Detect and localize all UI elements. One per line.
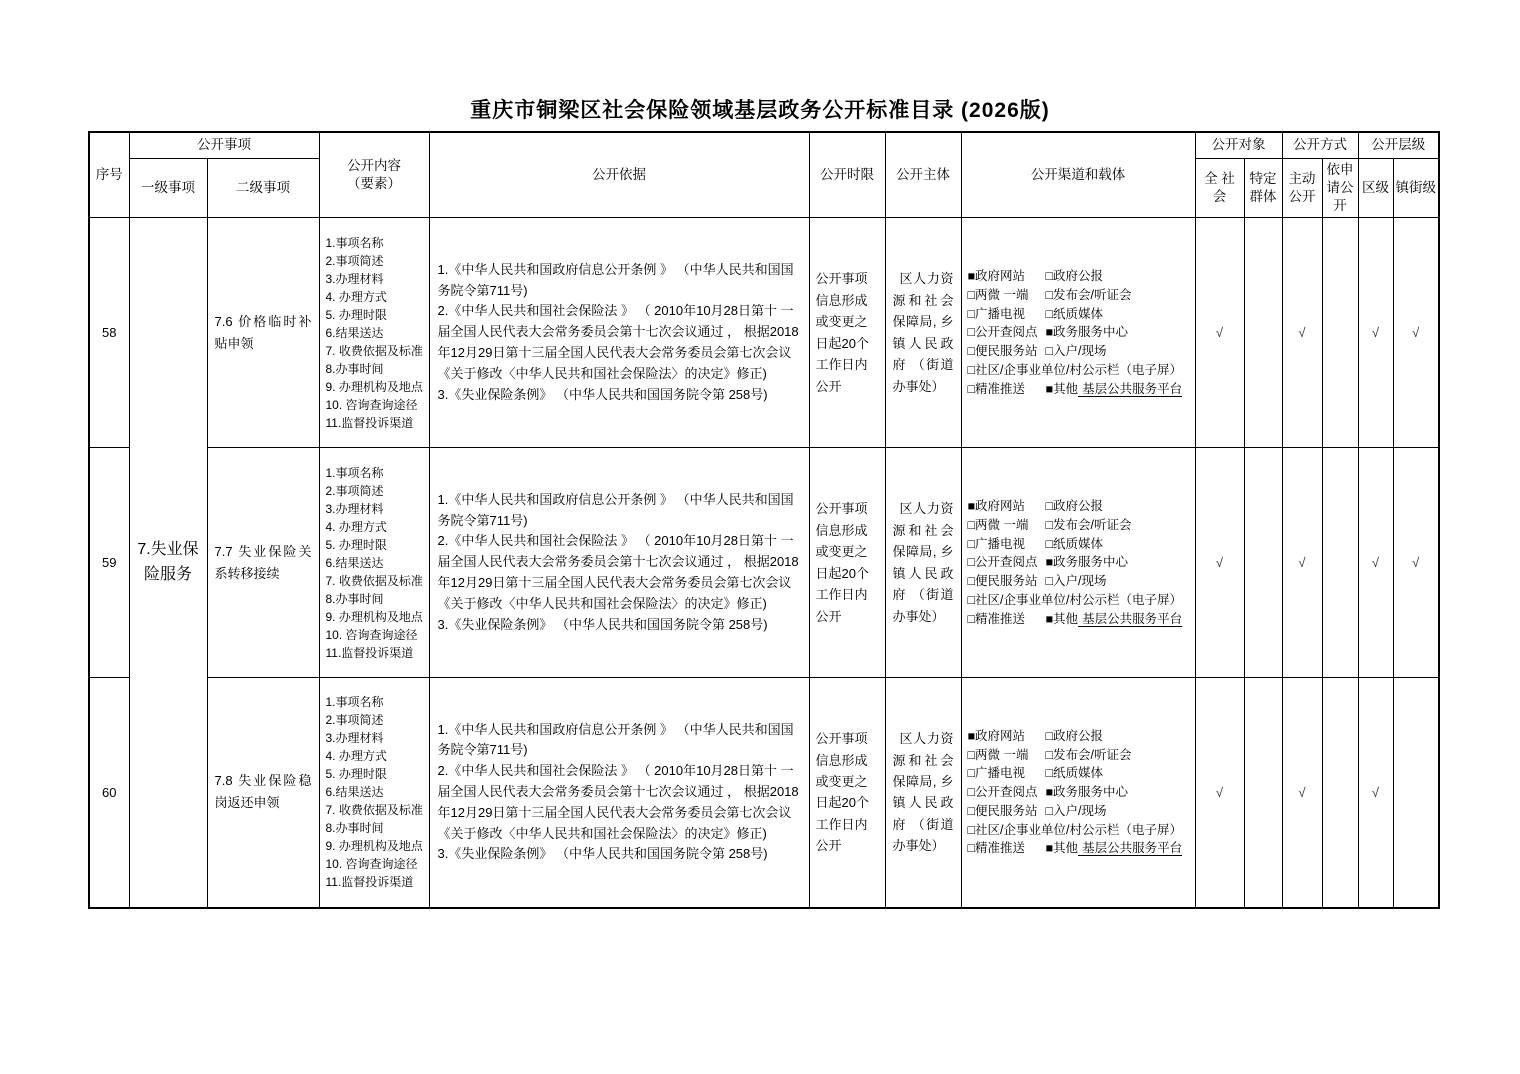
content-item: 6.结果送达	[325, 785, 384, 800]
channel-checkbox: □发布会/听证会	[1045, 287, 1132, 302]
basis-entry: 3.《失业保险条例》 （中华人民共和国国务院令第 258号)	[437, 386, 768, 402]
second-level-item: 7.6 价格临时补贴申领	[207, 218, 319, 448]
channel-checkbox: □两微 一端	[967, 517, 1029, 532]
header-content	[319, 132, 429, 218]
disclosure-channels	[961, 218, 1195, 448]
basis-entry: 2.《中华人民共和国社会保险法 》 （ 2010年10月28日第十 一届全国人民代表大会常务委员会第十七次会议通过 ， 根据2018年12月29日第十三届全国人民代表大会常务委员会第七次会议 《关于修改〈中华人民共和国社会保险法〉的决定》修正)	[437, 303, 799, 381]
time-limit: 公开事项信息形成或变更之日起20个工作日内公开	[809, 448, 885, 678]
header-proactive: 主动公开	[1282, 158, 1322, 218]
channel-checkbox: □广播电视	[967, 306, 1026, 321]
header-serial: 序号	[89, 132, 129, 218]
channel-checkbox: ■政府网站	[967, 269, 1026, 284]
table-row	[89, 218, 1439, 448]
channel-other-value: 基层公共服务平台	[1078, 612, 1182, 627]
content-item: 3.办理材料	[325, 731, 384, 746]
disclosure-subject: 区人力资源和社会保障局, 乡镇人民政府 （街道办事处）	[885, 678, 961, 908]
disclosure-subject: 区人力资源和社会保障局, 乡镇人民政府 （街道办事处）	[885, 448, 961, 678]
serial-number: 59	[89, 448, 129, 678]
disclosure-basis	[429, 448, 809, 678]
channel-checkbox: □纸质媒体	[1045, 536, 1104, 551]
serial-number: 60	[89, 678, 129, 908]
basis-entry: 3.《失业保险条例》 （中华人民共和国国务院令第 258号)	[437, 846, 768, 862]
channel-checkbox: ■政务服务中心	[1045, 785, 1129, 800]
content-item: 8.办事时间	[325, 821, 384, 836]
basis-entry: 2.《中华人民共和国社会保险法 》 （ 2010年10月28日第十 一届全国人民代表大会常务委员会第十七次会议通过 ， 根据2018年12月29日第十三届全国人民代表大会常务委员会第七次会议 《关于修改〈中华人民共和国社会保险法〉的决定》修正)	[437, 763, 799, 841]
channel-checkbox: ■政务服务中心	[1045, 555, 1129, 570]
channel-checkbox: □发布会/听证会	[1045, 517, 1132, 532]
mark-specific-groups	[1244, 448, 1282, 678]
disclosure-catalog-table	[88, 131, 1440, 909]
mark-on-request	[1322, 678, 1358, 908]
channel-checkbox: □两微 一端	[967, 287, 1029, 302]
content-item: 7. 收费依据及标准	[325, 803, 423, 818]
channel-checkbox: □政府公报	[1045, 728, 1104, 743]
disclosure-content	[319, 218, 429, 448]
header-whole-society: 全 社会	[1195, 158, 1244, 218]
channel-checkbox: □入户/现场	[1045, 574, 1107, 589]
content-item: 4. 办理方式	[325, 519, 387, 534]
channel-checkbox: □社区/企事业单位/村公示栏（电子屏）	[967, 822, 1182, 837]
mark-town: √	[1393, 448, 1439, 678]
mark-district: √	[1358, 448, 1393, 678]
disclosure-content	[319, 678, 429, 908]
basis-entry: 1.《中华人民共和国政府信息公开条例 》 （中华人民共和国国务院令第711号)	[437, 721, 794, 758]
content-item: 5. 办理时限	[325, 767, 387, 782]
mark-proactive: √	[1282, 218, 1322, 448]
mark-whole-society: √	[1195, 448, 1244, 678]
channel-checkbox: □社区/企事业单位/村公示栏（电子屏）	[967, 592, 1182, 607]
mark-district: √	[1358, 218, 1393, 448]
second-level-item: 7.7 失业保险关系转移接续	[207, 448, 319, 678]
mark-district: √	[1358, 678, 1393, 908]
header-first-level: 一级事项	[129, 158, 207, 218]
disclosure-channels	[961, 448, 1195, 678]
content-item: 1.事项名称	[325, 465, 384, 480]
channel-checkbox: □公开查阅点	[967, 325, 1038, 340]
content-item: 4. 办理方式	[325, 749, 387, 764]
channel-other-value: 基层公共服务平台	[1078, 841, 1182, 856]
disclosure-basis	[429, 678, 809, 908]
channel-checkbox: □便民服务站	[967, 574, 1038, 589]
channel-checkbox: □入户/现场	[1045, 803, 1107, 818]
content-item: 9. 办理机构及地点	[325, 609, 423, 624]
channel-checkbox: □公开查阅点	[967, 555, 1038, 570]
content-item: 9. 办理机构及地点	[325, 839, 423, 854]
content-item: 6.结果送达	[325, 555, 384, 570]
header-target-group: 公开对象	[1195, 132, 1282, 158]
content-item: 3.办理材料	[325, 271, 384, 286]
header-on-request: 依申请公开	[1322, 158, 1358, 218]
channel-checkbox: ■政府网站	[967, 728, 1026, 743]
content-item: 6.结果送达	[325, 325, 384, 340]
disclosure-basis	[429, 218, 809, 448]
channel-checkbox: □社区/企事业单位/村公示栏（电子屏）	[967, 362, 1182, 377]
channel-checkbox: □精准推送	[967, 841, 1026, 856]
second-level-item: 7.8 失业保险稳岗返还申领	[207, 678, 319, 908]
channel-checkbox: □公开查阅点	[967, 785, 1038, 800]
channel-checkbox: □广播电视	[967, 536, 1026, 551]
content-item: 3.办理材料	[325, 501, 384, 516]
mark-specific-groups	[1244, 218, 1282, 448]
channel-checkbox: □纸质媒体	[1045, 306, 1104, 321]
content-item: 1.事项名称	[325, 235, 384, 250]
mark-on-request	[1322, 448, 1358, 678]
header-time-limit: 公开时限	[809, 132, 885, 218]
content-item: 4. 办理方式	[325, 289, 387, 304]
channel-checkbox: □纸质媒体	[1045, 766, 1104, 781]
content-item: 11.监督投诉渠道	[325, 645, 414, 660]
header-specific-groups: 特定群体	[1244, 158, 1282, 218]
serial-number: 58	[89, 218, 129, 448]
header-second-level: 二级事项	[207, 158, 319, 218]
first-level-item: 7.失业保险服务	[129, 218, 207, 908]
channel-checkbox: □政府公报	[1045, 499, 1104, 514]
mark-town: √	[1393, 218, 1439, 448]
content-item: 8.办事时间	[325, 591, 384, 606]
mark-town	[1393, 678, 1439, 908]
content-item: 10. 咨询查询途径	[325, 627, 418, 642]
header-content-line1: 公开内容	[347, 157, 401, 173]
time-limit: 公开事项信息形成或变更之日起20个工作日内公开	[809, 678, 885, 908]
content-item: 5. 办理时限	[325, 537, 387, 552]
channel-checkbox: □便民服务站	[967, 344, 1038, 359]
channel-checkbox-other: ■其他	[1045, 381, 1079, 396]
page-title: 重庆市铜梁区社会保险领域基层政务公开标准目录 (2026版)	[470, 99, 1050, 122]
channel-checkbox: □精准推送	[967, 381, 1026, 396]
header-town-level: 镇街级	[1393, 158, 1439, 218]
header-disclosure-items: 公开事项	[129, 132, 319, 158]
channel-checkbox: □发布会/听证会	[1045, 747, 1132, 762]
disclosure-subject: 区人力资源和社会保障局, 乡镇人民政府 （街道办事处）	[885, 218, 961, 448]
content-item: 10. 咨询查询途径	[325, 397, 418, 412]
time-limit: 公开事项信息形成或变更之日起20个工作日内公开	[809, 218, 885, 448]
header-basis: 公开依据	[429, 132, 809, 218]
content-item: 8.办事时间	[325, 361, 384, 376]
header-content-line2: （要素）	[347, 176, 401, 192]
channel-checkbox: ■政府网站	[967, 499, 1026, 514]
basis-entry: 1.《中华人民共和国政府信息公开条例 》 （中华人民共和国国务院令第711号)	[437, 261, 794, 298]
disclosure-channels	[961, 678, 1195, 908]
content-item: 7. 收费依据及标准	[325, 573, 423, 588]
content-item: 11.监督投诉渠道	[325, 415, 414, 430]
mark-on-request	[1322, 218, 1358, 448]
channel-checkbox-other: ■其他	[1045, 841, 1079, 856]
basis-entry: 2.《中华人民共和国社会保险法 》 （ 2010年10月28日第十 一届全国人民代表大会常务委员会第十七次会议通过 ， 根据2018年12月29日第十三届全国人民代表大会常务委员会第七次会议 《关于修改〈中华人民共和国社会保险法〉的决定》修正)	[437, 533, 799, 611]
mark-proactive: √	[1282, 678, 1322, 908]
channel-checkbox: □便民服务站	[967, 803, 1038, 818]
mark-whole-society: √	[1195, 218, 1244, 448]
content-item: 2.事项简述	[325, 483, 384, 498]
content-item: 11.监督投诉渠道	[325, 875, 414, 890]
content-item: 10. 咨询查询途径	[325, 857, 418, 872]
mark-proactive: √	[1282, 448, 1322, 678]
mark-specific-groups	[1244, 678, 1282, 908]
channel-checkbox: □入户/现场	[1045, 344, 1107, 359]
channel-checkbox-other: ■其他	[1045, 611, 1079, 626]
table-row	[89, 448, 1439, 678]
channel-checkbox: □精准推送	[967, 611, 1026, 626]
header-method-group: 公开方式	[1282, 132, 1358, 158]
header-channels: 公开渠道和载体	[961, 132, 1195, 218]
basis-entry: 1.《中华人民共和国政府信息公开条例 》 （中华人民共和国国务院令第711号)	[437, 491, 794, 528]
content-item: 2.事项简述	[325, 713, 384, 728]
channel-checkbox: □广播电视	[967, 766, 1026, 781]
disclosure-content	[319, 448, 429, 678]
content-item: 7. 收费依据及标准	[325, 343, 423, 358]
mark-whole-society: √	[1195, 678, 1244, 908]
channel-other-value: 基层公共服务平台	[1078, 382, 1182, 397]
channel-checkbox: □两微 一端	[967, 747, 1029, 762]
content-item: 9. 办理机构及地点	[325, 379, 423, 394]
content-item: 1.事项名称	[325, 695, 384, 710]
header-subject: 公开主体	[885, 132, 961, 218]
basis-entry: 3.《失业保险条例》 （中华人民共和国国务院令第 258号)	[437, 616, 768, 632]
content-item: 5. 办理时限	[325, 307, 387, 322]
header-district-level: 区级	[1358, 158, 1393, 218]
header-level-group: 公开层级	[1358, 132, 1439, 158]
table-row	[89, 678, 1439, 908]
channel-checkbox: □政府公报	[1045, 269, 1104, 284]
channel-checkbox: ■政务服务中心	[1045, 325, 1129, 340]
content-item: 2.事项简述	[325, 253, 384, 268]
